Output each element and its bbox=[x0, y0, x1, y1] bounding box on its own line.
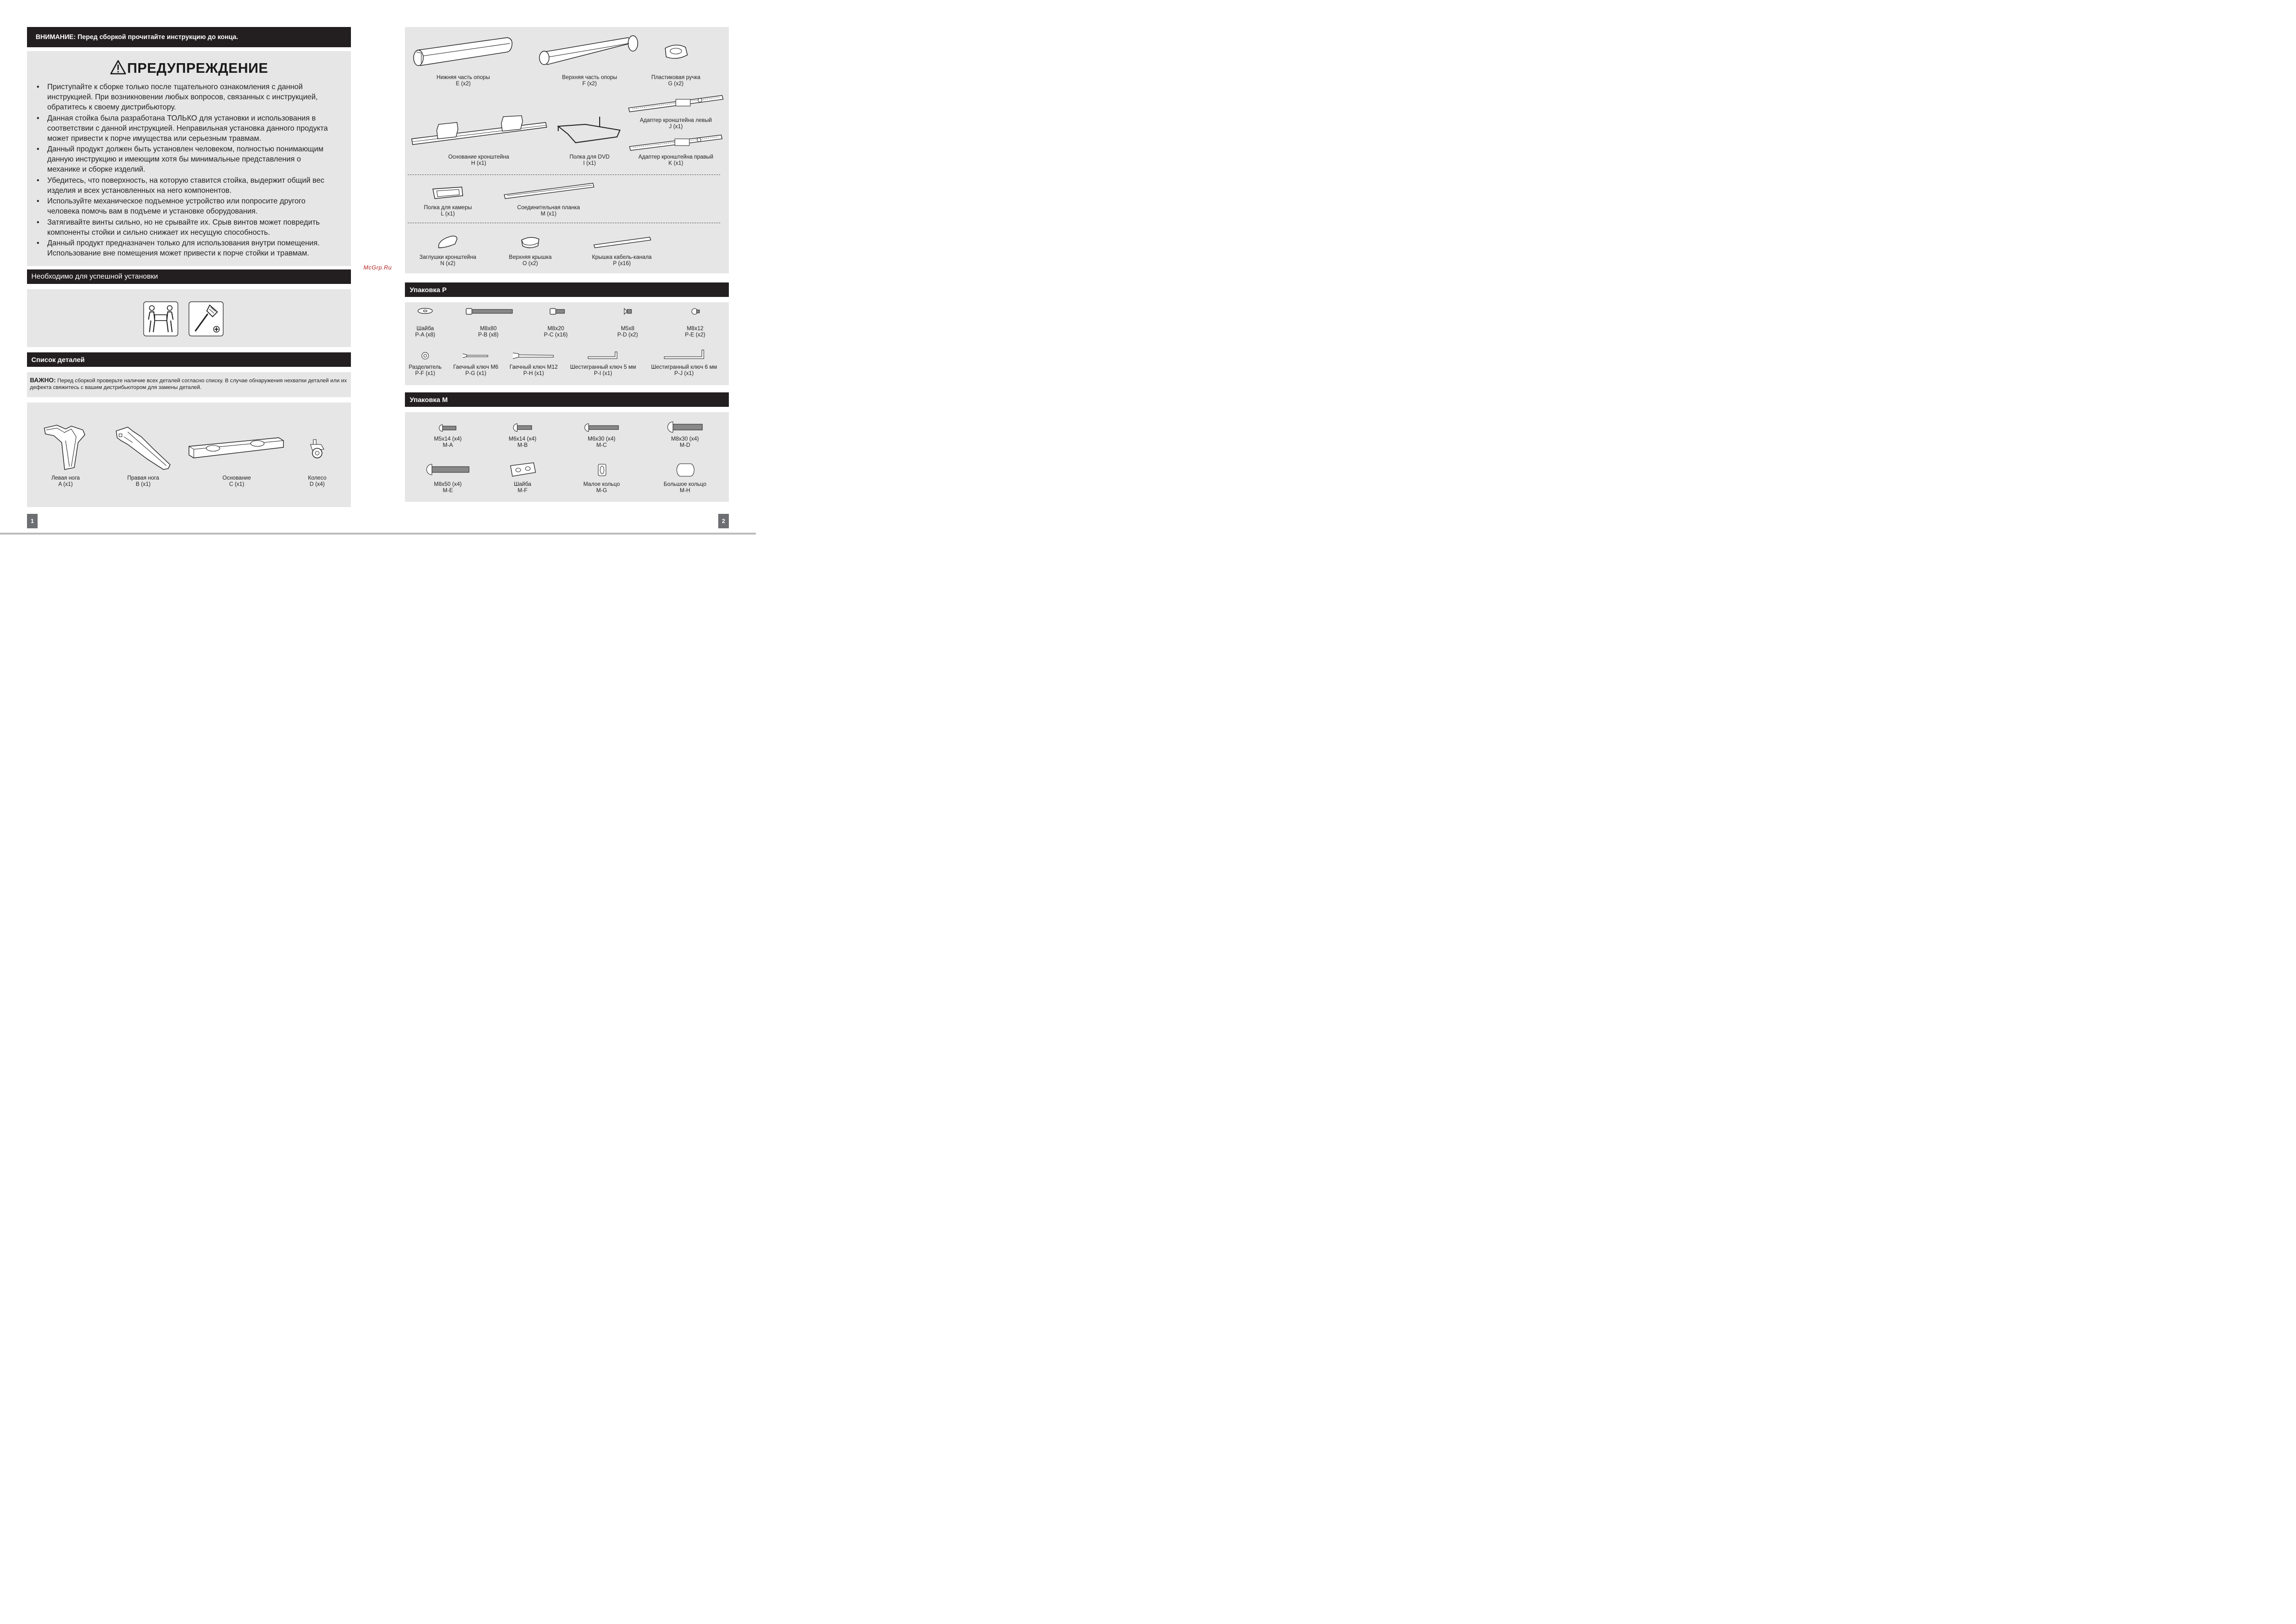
item-name: M5x14 (x4) bbox=[434, 436, 462, 442]
part-code: A (x1) bbox=[58, 482, 73, 487]
part-code: P (x16) bbox=[613, 261, 631, 267]
pack-caption bbox=[544, 326, 567, 338]
pack-caption bbox=[514, 482, 531, 494]
parts-list-header bbox=[27, 352, 351, 367]
item-code: P-J (x1) bbox=[674, 371, 694, 376]
caster-illustration bbox=[308, 439, 327, 459]
bolt-m-e-illustration bbox=[426, 464, 470, 475]
wrench-m12-illustration bbox=[512, 352, 554, 360]
bolt-p-e-illustration bbox=[691, 308, 700, 315]
part-code: F (x2) bbox=[582, 81, 597, 87]
part-code: I (x1) bbox=[583, 161, 596, 166]
item-code: M-D bbox=[680, 443, 690, 448]
warning-title-text: ПРЕДУПРЕЖДЕНИЕ bbox=[127, 61, 269, 76]
item-code: M-A bbox=[443, 443, 453, 448]
part-name: Верхняя крышка bbox=[509, 255, 552, 260]
pack-p-header bbox=[405, 282, 729, 297]
bracket-plug-illustration bbox=[437, 235, 459, 249]
bolt-p-c-illustration bbox=[550, 308, 565, 315]
screw-p-d-illustration bbox=[623, 308, 632, 315]
wrench-m6-illustration bbox=[462, 353, 489, 359]
part-code: L (x1) bbox=[441, 211, 455, 217]
bolt-m-c-illustration bbox=[584, 423, 619, 432]
part-caption-k bbox=[638, 154, 713, 167]
part-code: K (x1) bbox=[668, 161, 684, 166]
pack-caption bbox=[509, 436, 537, 449]
bolt-m-b-illustration bbox=[513, 423, 532, 432]
part-caption-b bbox=[127, 475, 159, 488]
part-code: D (x4) bbox=[309, 482, 325, 487]
item-code: P-H (x1) bbox=[523, 371, 544, 376]
item-code: M-F bbox=[517, 488, 528, 494]
item-name: M8x80 bbox=[480, 326, 497, 332]
left-leg-illustration bbox=[42, 423, 91, 471]
part-caption-a bbox=[52, 475, 80, 488]
item-name: Шайба bbox=[416, 326, 434, 332]
pack-caption bbox=[434, 436, 462, 449]
pack-caption bbox=[570, 364, 636, 377]
attention-banner bbox=[27, 27, 351, 47]
pack-m-title: Упаковка M bbox=[410, 396, 448, 403]
attention-label: ВНИМАНИЕ: bbox=[36, 33, 76, 40]
bracket-adapter-left-illustration bbox=[628, 94, 724, 115]
pack-caption bbox=[409, 364, 442, 377]
part-code: G (x2) bbox=[668, 81, 684, 87]
item-code: P-F (x1) bbox=[415, 371, 435, 376]
attention-text: Перед сборкой прочитайте инструкцию до конца. bbox=[76, 33, 239, 40]
item-code: M-E bbox=[443, 488, 453, 494]
item-name: M8x30 (x4) bbox=[671, 436, 699, 442]
bottom-edge bbox=[0, 533, 756, 535]
washer-p-a-illustration bbox=[417, 308, 433, 314]
part-code: N (x2) bbox=[440, 261, 456, 267]
pack-caption bbox=[415, 326, 435, 338]
part-caption-i bbox=[569, 154, 609, 167]
important-text: Перед сборкой проверьте наличие всех деталей согласно списку. В случае обнаружения нехватки деталей или их дефекта свяжитесь с вашим дистрибьютором для замены деталей. bbox=[30, 378, 347, 390]
part-name: Колесо bbox=[308, 475, 327, 481]
item-name: Шестигранный ключ 6 мм bbox=[651, 364, 717, 370]
item-code: P-G (x1) bbox=[465, 371, 486, 376]
part-code: O (x2) bbox=[523, 261, 538, 267]
pack-caption bbox=[588, 436, 616, 449]
pack-caption bbox=[671, 436, 699, 449]
item-code: M-C bbox=[596, 443, 607, 448]
divider bbox=[408, 174, 720, 175]
pack-caption bbox=[651, 364, 717, 377]
item-name: Гаечный ключ M12 bbox=[509, 364, 558, 370]
page-number-left: 1 bbox=[27, 514, 38, 528]
warning-triangle-icon bbox=[110, 60, 126, 75]
item-code: P-I (x1) bbox=[594, 371, 612, 376]
important-note bbox=[30, 377, 350, 391]
item-code: P-E (x2) bbox=[685, 332, 706, 338]
part-caption-p bbox=[592, 255, 652, 267]
screwdriver-icon bbox=[188, 301, 224, 336]
required-header bbox=[27, 269, 351, 284]
item-name: M8x20 bbox=[547, 326, 564, 332]
part-caption-h bbox=[448, 154, 509, 167]
item-code: M-G bbox=[596, 488, 607, 494]
warning-item: • Данный продукт должен быть установлен человеком, полностью понимающим данную инструкцию и имеющим хотя бы минимальные представления о механике и сборке изделий. bbox=[35, 144, 334, 174]
warning-list bbox=[35, 82, 334, 259]
part-caption-l bbox=[424, 205, 471, 217]
item-name: M6x14 (x4) bbox=[509, 436, 537, 442]
pack-caption bbox=[664, 482, 706, 494]
item-code: M-H bbox=[680, 488, 690, 494]
page-number-right: 2 bbox=[718, 514, 729, 528]
part-name: Нижняя часть опоры bbox=[436, 75, 490, 81]
plastic-handle-illustration bbox=[662, 42, 689, 61]
part-name: Адаптер кронштейна правый bbox=[638, 154, 713, 160]
item-code: P-D (x2) bbox=[617, 332, 638, 338]
part-code: E (x2) bbox=[456, 81, 471, 87]
bracket-adapter-right-illustration bbox=[629, 134, 723, 151]
pack-p-title: Упаковка P bbox=[410, 286, 447, 294]
item-name: Разделитель bbox=[408, 364, 442, 370]
parts-list-title: Список деталей bbox=[31, 356, 85, 363]
pack-caption bbox=[583, 482, 620, 494]
top-cover-illustration bbox=[520, 235, 541, 250]
part-name: Основание bbox=[222, 475, 251, 481]
warning-title bbox=[27, 60, 351, 77]
connecting-plate-illustration bbox=[503, 182, 595, 200]
item-name: Большое кольцо bbox=[663, 482, 707, 487]
warning-item: • Данный продукт предназначен только для использования внутри помещения. Использование вне помещения может привести к порче стойки и травмам. bbox=[35, 238, 334, 258]
item-code: P-A (x8) bbox=[415, 332, 435, 338]
large-ring-illustration bbox=[676, 463, 695, 477]
upper-pillar-illustration bbox=[537, 35, 641, 69]
warning-item: • Приступайте к сборке только после тщательного ознакомления с данной инструкцией. При возникновении любых вопросов, связанных с инструкцией, обратитесь к своему дистрибьютору. bbox=[35, 82, 334, 112]
part-code: B (x1) bbox=[135, 482, 151, 487]
part-name: Полка для камеры bbox=[424, 205, 472, 211]
part-caption-o bbox=[509, 255, 552, 267]
part-name: Адаптер кронштейна левый bbox=[640, 118, 712, 123]
item-code: P-B (x8) bbox=[478, 332, 499, 338]
pack-caption bbox=[685, 326, 705, 338]
spacer-p-f-illustration bbox=[421, 352, 430, 360]
warning-item: • Данная стойка была разработана ТОЛЬКО для установки и использования в соответствии с данной инструкцией. Неправильная установка данного продукта может привести к порче имущества или серьезным травмам. bbox=[35, 113, 334, 144]
part-name: Верхняя часть опоры bbox=[562, 75, 618, 81]
part-name: Левая нога bbox=[51, 475, 80, 481]
item-name: M8x12 bbox=[686, 326, 704, 332]
part-code: C (x1) bbox=[229, 482, 244, 487]
important-label: ВАЖНО: bbox=[30, 376, 56, 384]
item-code: P-C (x16) bbox=[544, 332, 568, 338]
item-name: Малое кольцо bbox=[583, 482, 620, 487]
part-name: Пластиковая ручка bbox=[651, 75, 700, 81]
small-ring-illustration bbox=[597, 463, 607, 477]
required-title: Необходимо для успешной установки bbox=[31, 272, 158, 281]
item-code: M-B bbox=[517, 443, 528, 448]
part-caption-n bbox=[419, 255, 476, 267]
base-illustration bbox=[187, 436, 286, 462]
pack-caption bbox=[434, 482, 462, 494]
bolt-p-b-illustration bbox=[466, 308, 513, 315]
pack-caption bbox=[478, 326, 498, 338]
washer-m-f-illustration bbox=[509, 462, 537, 477]
dvd-shelf-illustration bbox=[556, 116, 622, 145]
part-name: Правая нога bbox=[127, 475, 159, 481]
right-leg-illustration bbox=[113, 425, 174, 471]
item-name: M6x30 (x4) bbox=[588, 436, 616, 442]
item-name: Шайба bbox=[513, 482, 532, 487]
part-caption-e bbox=[437, 75, 490, 87]
part-name: Крышка кабель-канала bbox=[592, 255, 652, 260]
part-name: Основание кронштейна bbox=[448, 154, 510, 160]
watermark: McGrp.Ru bbox=[363, 264, 392, 271]
part-caption-c bbox=[223, 475, 251, 488]
part-name: Полка для DVD bbox=[569, 154, 610, 160]
hex-key-5mm-illustration bbox=[587, 351, 618, 360]
part-code: H (x1) bbox=[471, 161, 486, 166]
part-caption-m bbox=[517, 205, 580, 217]
pack-caption bbox=[510, 364, 558, 377]
item-name: Гаечный ключ M6 bbox=[453, 364, 498, 370]
part-caption-j bbox=[640, 118, 712, 130]
item-name: Шестигранный ключ 5 мм bbox=[570, 364, 636, 370]
cable-cover-illustration bbox=[593, 236, 652, 249]
bolt-m-a-illustration bbox=[439, 424, 457, 432]
pack-m-header bbox=[405, 392, 729, 407]
warning-item: • Убедитесь, что поверхность, на которую ставится стойка, выдержит общий вес изделия и всех установленных на него компонентов. bbox=[35, 175, 334, 196]
warning-item: • Затягивайте винты сильно, но не срывайте их. Срыв винтов может повредить компоненты стойки и сильно снижает их несущую способность. bbox=[35, 217, 334, 238]
part-code: M (x1) bbox=[540, 211, 557, 217]
pack-caption bbox=[618, 326, 638, 338]
part-caption-g bbox=[651, 75, 700, 87]
part-name: Заглушки кронштейна bbox=[419, 255, 476, 260]
hex-key-6mm-illustration bbox=[663, 349, 705, 360]
warning-item: • Используйте механическое подъемное устройство или попросите другого человека помочь вам в подъеме и установке оборудования. bbox=[35, 196, 334, 216]
part-caption-d bbox=[308, 475, 326, 488]
pack-caption bbox=[453, 364, 498, 377]
part-caption-f bbox=[562, 75, 617, 87]
item-name: M5x8 bbox=[620, 326, 635, 332]
bracket-base-illustration bbox=[410, 115, 548, 148]
item-name: M8x50 (x4) bbox=[434, 482, 462, 487]
lower-pillar-illustration bbox=[411, 37, 514, 70]
part-code: J (x1) bbox=[669, 124, 683, 130]
part-name: Соединительная планка bbox=[517, 205, 580, 211]
bolt-m-d-illustration bbox=[667, 421, 703, 433]
two-people-lifting-icon bbox=[143, 301, 178, 336]
camera-shelf-illustration bbox=[432, 186, 464, 200]
